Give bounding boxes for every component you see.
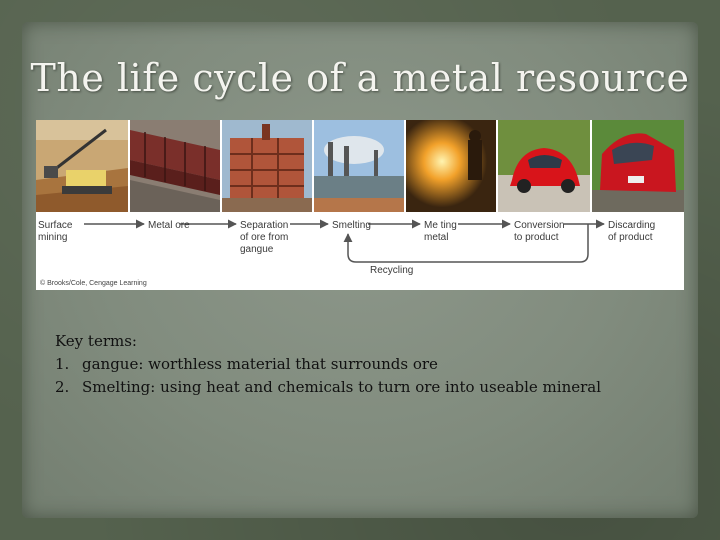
stage-label-surface-mining: Surface mining bbox=[38, 220, 73, 243]
stage-label-conversion: Conversion to product bbox=[514, 220, 565, 243]
key-terms bbox=[55, 330, 675, 399]
key-term-text: gangue: worthless material that surrounds ore bbox=[82, 355, 438, 373]
key-term-number: 1. bbox=[55, 355, 70, 373]
key-term-text: Smelting: using heat and chemicals to turn ore into useable mineral bbox=[82, 378, 602, 396]
slide-title: The life cycle of a metal resource bbox=[30, 56, 690, 100]
stage-label-melting-metal: Me ting metal bbox=[424, 220, 457, 243]
key-term-item bbox=[55, 353, 675, 376]
stage-label-smelting: Smelting bbox=[332, 220, 371, 231]
stage-label-metal-ore: Metal ore bbox=[148, 220, 190, 231]
key-term-item bbox=[55, 376, 675, 399]
flow-arrows bbox=[36, 120, 684, 290]
figure-credit: © Brooks/Cole, Cengage Learning bbox=[40, 280, 147, 287]
key-terms-heading: Key terms: bbox=[55, 332, 137, 350]
key-term-number: 2. bbox=[55, 378, 70, 396]
stage-label-separation: Separation of ore from gangue bbox=[240, 220, 289, 255]
life-cycle-figure bbox=[36, 120, 684, 290]
stage-label-discarding: Discarding of product bbox=[608, 220, 656, 243]
recycling-label: Recycling bbox=[370, 265, 414, 276]
